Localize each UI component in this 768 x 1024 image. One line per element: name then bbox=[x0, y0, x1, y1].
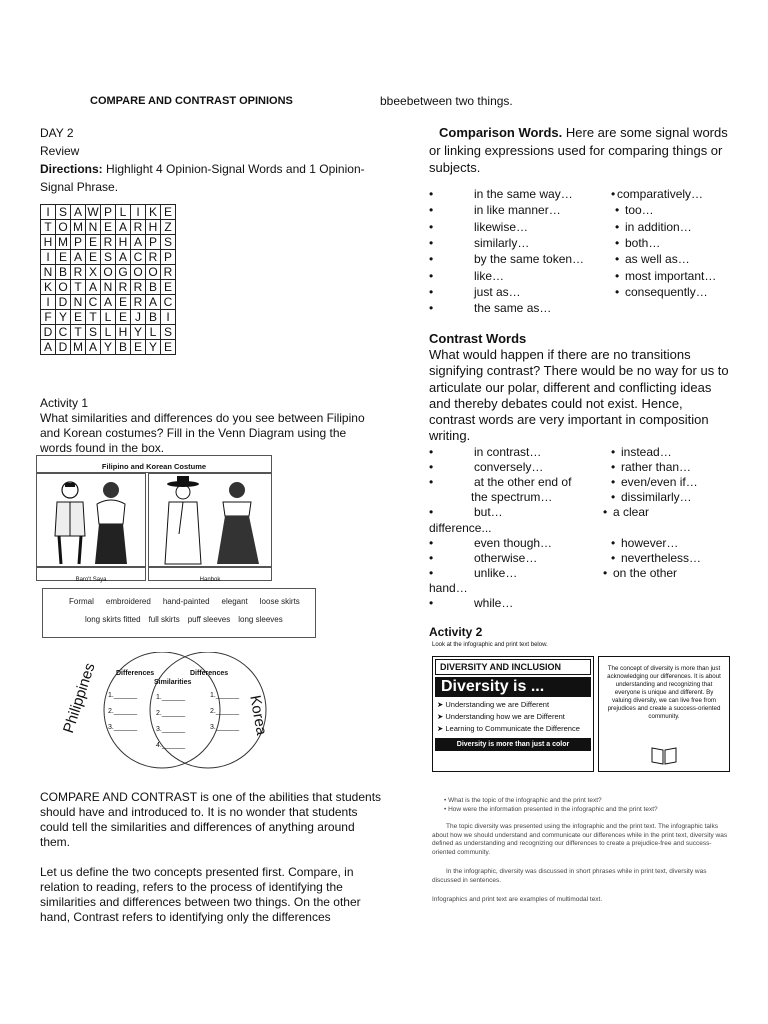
word-bank-word: elegant bbox=[221, 597, 248, 606]
grid-cell: Y bbox=[131, 325, 146, 340]
signal-word bbox=[429, 251, 585, 267]
korean-costume-image bbox=[148, 473, 272, 567]
grid-cell: W bbox=[87, 205, 99, 219]
word-bank-word: hand-painted bbox=[162, 597, 210, 606]
directions-label: Directions: bbox=[40, 162, 103, 176]
bullet-icon: • bbox=[603, 505, 608, 520]
signal-word-text: most important… bbox=[625, 268, 717, 283]
grid-row bbox=[41, 235, 176, 250]
top-line: bbeebetween two things. bbox=[380, 94, 513, 108]
venn-diff-right: Differences bbox=[190, 670, 229, 677]
costume-title: Filipino and Korean Costume bbox=[101, 462, 207, 471]
grid-cell: Y bbox=[56, 310, 71, 325]
bullet-icon: • bbox=[429, 252, 434, 267]
grid-cell: A bbox=[116, 220, 131, 235]
intro-block bbox=[40, 124, 380, 196]
grid-cell: H bbox=[116, 325, 131, 340]
grid-cell: D bbox=[41, 325, 56, 340]
question-item bbox=[444, 805, 658, 814]
grid-row bbox=[41, 295, 176, 310]
grid-row bbox=[41, 310, 176, 325]
signal-word bbox=[611, 489, 692, 505]
directions-text: Highlight 4 Opinion-Signal Words and 1 Opinion-Signal Phrase. bbox=[40, 162, 365, 194]
bullet-icon: • bbox=[615, 219, 620, 234]
signal-word-text: the spectrum… bbox=[471, 490, 553, 505]
grid-cell: O bbox=[131, 265, 146, 280]
bullet-icon: • bbox=[611, 475, 616, 490]
grid-cell: S bbox=[56, 205, 71, 220]
filipino-costume-image bbox=[36, 473, 146, 567]
signal-word-text: consequently… bbox=[625, 284, 708, 299]
signal-word bbox=[429, 580, 468, 596]
infographic-item bbox=[437, 699, 589, 711]
grid-cell: E bbox=[116, 310, 131, 325]
costume-right-caption-box bbox=[148, 567, 272, 581]
word-bank-row2 bbox=[85, 615, 291, 624]
signal-word bbox=[429, 268, 505, 284]
signal-word-text: conversely… bbox=[474, 460, 544, 475]
venn-item: 3.______ bbox=[156, 726, 186, 733]
grid-cell: Y bbox=[146, 340, 161, 355]
signal-word-text: likewise… bbox=[474, 219, 529, 234]
grid-cell: I bbox=[161, 310, 176, 325]
grid-cell: N bbox=[86, 220, 101, 235]
grid-cell: A bbox=[86, 280, 101, 295]
bullet-icon: • bbox=[429, 565, 434, 580]
grid-cell: P bbox=[101, 205, 116, 220]
infographic bbox=[432, 656, 594, 772]
contrast-words-list bbox=[429, 444, 749, 614]
signal-word-text: both… bbox=[625, 235, 661, 250]
activity1-text: What similarities and differences do you see between Filipino and Korean costumes? Fill in the Venn Diagram using the words found in the box. bbox=[40, 411, 365, 455]
grid-cell: D bbox=[56, 295, 71, 310]
signal-word bbox=[429, 474, 572, 490]
signal-word-text: on the other bbox=[613, 565, 678, 580]
signal-word bbox=[429, 520, 491, 536]
bullet-icon: • bbox=[615, 235, 620, 250]
grid-cell: L bbox=[101, 310, 116, 325]
grid-cell: G bbox=[116, 265, 131, 280]
grid-cell: A bbox=[71, 250, 86, 265]
grid-cell: M bbox=[71, 340, 86, 355]
signal-word-text: nevertheless… bbox=[621, 550, 702, 565]
signal-word bbox=[429, 565, 518, 581]
venn-item: 2.______ bbox=[108, 708, 138, 715]
signal-word bbox=[615, 202, 654, 218]
day-label: DAY 2 bbox=[40, 126, 74, 140]
signal-word-text: as well as… bbox=[625, 252, 690, 267]
grid-cell: P bbox=[146, 235, 161, 250]
grid-cell: N bbox=[71, 295, 86, 310]
signal-word-text: like… bbox=[474, 268, 505, 283]
signal-word bbox=[611, 459, 692, 475]
grid-cell: C bbox=[86, 295, 101, 310]
grid-cell: H bbox=[41, 235, 56, 250]
comparison-title: Comparison Words. bbox=[439, 125, 563, 140]
signal-word-text: however… bbox=[621, 535, 679, 550]
grid-cell: S bbox=[161, 325, 176, 340]
signal-word-text: dissimilarly… bbox=[621, 490, 692, 505]
venn-right-items bbox=[210, 688, 239, 736]
grid-cell: E bbox=[101, 220, 116, 235]
bullet-icon: • bbox=[429, 535, 434, 550]
signal-word bbox=[429, 444, 542, 460]
signal-word bbox=[603, 504, 650, 520]
infographic-items bbox=[433, 697, 593, 737]
print-text-box bbox=[598, 656, 730, 772]
word-bank-word: long sleeves bbox=[238, 615, 283, 624]
signal-word bbox=[429, 235, 530, 251]
grid-cell: R bbox=[146, 250, 161, 265]
venn-diff-left: Differences bbox=[116, 670, 155, 677]
question-item bbox=[444, 796, 658, 805]
costume-left-caption-box bbox=[36, 567, 146, 581]
venn-item: 4.______ bbox=[156, 742, 186, 749]
signal-word bbox=[611, 444, 672, 460]
bullet-icon: • bbox=[429, 505, 434, 520]
signal-word bbox=[615, 219, 692, 235]
signal-word bbox=[429, 459, 544, 475]
comparison-words-list bbox=[429, 186, 749, 321]
signal-word-text: even/even if… bbox=[621, 475, 698, 490]
venn-item: 1.______ bbox=[108, 692, 138, 699]
grid-cell: E bbox=[71, 310, 86, 325]
grid-cell: T bbox=[86, 310, 101, 325]
signal-word-text: in addition… bbox=[625, 219, 692, 234]
bullet-icon: • bbox=[429, 187, 434, 201]
grid-cell: M bbox=[56, 235, 71, 250]
venn-mid-items bbox=[156, 690, 185, 754]
signal-word bbox=[429, 300, 552, 316]
grid-cell: I bbox=[41, 250, 56, 265]
signal-word-text: instead… bbox=[621, 445, 672, 459]
korean-costume-drawing bbox=[149, 474, 271, 566]
grid-cell: L bbox=[146, 325, 161, 340]
word-bank-word: long skirts fitted bbox=[85, 615, 141, 624]
activity2-instruction: Look at the infographic and print text below. bbox=[432, 642, 548, 648]
venn-label-korea: Korea bbox=[246, 694, 270, 737]
infographic-title: Diversity is ... bbox=[435, 677, 591, 697]
costume-right-caption: Hanbok bbox=[199, 577, 221, 583]
grid-cell: E bbox=[86, 235, 101, 250]
signal-word bbox=[429, 535, 553, 551]
grid-cell: H bbox=[146, 220, 161, 235]
signal-word-text: rather than… bbox=[621, 460, 692, 475]
signal-word-text: otherwise… bbox=[474, 550, 538, 565]
grid-row bbox=[41, 205, 176, 220]
grid-cell: O bbox=[56, 220, 71, 235]
signal-word bbox=[429, 202, 561, 218]
grid-cell: B bbox=[56, 265, 71, 280]
grid-cell: S bbox=[161, 235, 176, 250]
grid-cell: T bbox=[71, 325, 86, 340]
signal-word bbox=[429, 186, 573, 202]
venn-left-items bbox=[108, 688, 137, 736]
print-text: The concept of diversity is more than just acknowledging our differences. It is about understanding and recognizing that everyone is unique and different. By valuing diversity, we can live free from prejudices and create a success-oriented community. bbox=[607, 665, 721, 720]
grid-cell: L bbox=[101, 325, 116, 340]
grid-cell: S bbox=[86, 325, 101, 340]
grid-cell: F bbox=[41, 310, 56, 325]
signal-word-text: the same as… bbox=[474, 301, 552, 316]
grid-cell: I bbox=[41, 295, 56, 310]
bullet-icon: • bbox=[429, 301, 434, 316]
grid-cell: R bbox=[101, 235, 116, 250]
word-bank-word: embroidered bbox=[105, 597, 151, 606]
signal-word bbox=[429, 219, 529, 235]
costume-title-box bbox=[36, 455, 272, 473]
signal-word-text: in contrast… bbox=[474, 445, 542, 459]
bullet-icon: • bbox=[429, 596, 434, 610]
bullet-icon: • bbox=[603, 565, 608, 580]
infographic-item bbox=[437, 723, 589, 735]
word-search-grid bbox=[40, 204, 176, 355]
infographic-item bbox=[437, 711, 589, 723]
grid-cell: N bbox=[101, 280, 116, 295]
venn-label-philippines: Philippines bbox=[60, 661, 99, 736]
signal-word-text: just as… bbox=[474, 284, 521, 299]
answer-3: Infographics and print text are examples of multimodal text. bbox=[432, 896, 603, 903]
bullet-icon: • bbox=[429, 460, 434, 475]
grid-row bbox=[41, 220, 176, 235]
signal-word bbox=[603, 565, 678, 581]
grid-cell: Y bbox=[101, 340, 116, 355]
grid-cell: K bbox=[146, 205, 161, 220]
bullet-icon: • bbox=[429, 284, 434, 299]
filipino-costume-drawing bbox=[37, 474, 145, 566]
signal-word-text: a clear bbox=[613, 505, 650, 520]
contrast-intro bbox=[429, 331, 729, 444]
comparison-text: Here are some signal words or linking expressions used for comparing things or subjects. bbox=[429, 125, 728, 175]
signal-word bbox=[429, 595, 514, 611]
infographic-header: DIVERSITY AND INCLUSION bbox=[435, 659, 591, 675]
grid-cell: D bbox=[56, 340, 71, 355]
grid-cell: E bbox=[86, 250, 101, 265]
bullet-icon: • bbox=[429, 219, 434, 234]
grid-cell: C bbox=[161, 295, 176, 310]
grid-row bbox=[41, 280, 176, 295]
word-bank-row1 bbox=[69, 597, 312, 606]
grid-cell: B bbox=[146, 310, 161, 325]
signal-word bbox=[611, 550, 702, 566]
comparison-intro bbox=[429, 124, 729, 177]
grid-cell: A bbox=[86, 340, 101, 355]
bullet-icon: • bbox=[611, 550, 616, 565]
arrow-icon: ➤ bbox=[437, 712, 446, 721]
review-label: Review bbox=[40, 144, 80, 158]
grid-cell: E bbox=[56, 250, 71, 265]
signal-word bbox=[615, 251, 690, 267]
grid-cell: B bbox=[146, 280, 161, 295]
bullet-icon: • bbox=[615, 284, 620, 299]
signal-word-text: but… bbox=[474, 505, 503, 520]
grid-cell: E bbox=[131, 340, 146, 355]
signal-word bbox=[429, 550, 538, 566]
answer-1: The topic diversity was presented using the infographic and the print text. The infographic talks about how we should understand and communicate our differences while in the print text, diversity was defined as understanding and recognizing our differences to create a prejudice-free and success-oriented community. bbox=[432, 823, 728, 856]
grid-cell: I bbox=[41, 205, 56, 220]
arrow-icon: ➤ bbox=[437, 700, 446, 709]
infographic-item-text: Learning to Communicate the Difference bbox=[445, 724, 580, 733]
grid-cell: H bbox=[116, 235, 131, 250]
signal-word-text: too… bbox=[625, 203, 654, 218]
signal-word-text: unlike… bbox=[474, 565, 518, 580]
bullet-icon: • bbox=[429, 475, 434, 490]
arrow-icon: ➤ bbox=[437, 724, 446, 733]
grid-cell: R bbox=[71, 265, 86, 280]
grid-cell: A bbox=[116, 250, 131, 265]
grid-cell: P bbox=[71, 235, 86, 250]
grid-cell: C bbox=[56, 325, 71, 340]
grid-row bbox=[41, 250, 176, 265]
signal-word-text: comparatively… bbox=[617, 187, 704, 201]
bullet-icon: • bbox=[611, 187, 616, 201]
grid-cell: M bbox=[71, 220, 86, 235]
signal-word bbox=[611, 474, 698, 490]
signal-word-text: similarly… bbox=[474, 235, 530, 250]
grid-cell: B bbox=[116, 340, 131, 355]
signal-word bbox=[615, 284, 708, 300]
grid-cell: N bbox=[41, 265, 56, 280]
signal-word bbox=[615, 268, 717, 284]
grid-cell: S bbox=[101, 250, 116, 265]
grid-cell: R bbox=[116, 280, 131, 295]
grid-cell: E bbox=[161, 340, 176, 355]
venn-item: 2.______ bbox=[156, 710, 186, 717]
grid-cell: A bbox=[41, 340, 56, 355]
grid-cell: T bbox=[71, 280, 86, 295]
page-title: COMPARE AND CONTRAST OPINIONS bbox=[90, 95, 293, 107]
signal-word-text: at the other end of bbox=[474, 475, 572, 490]
activity1-title: Activity 1 bbox=[40, 396, 89, 410]
question-text: What is the topic of the infographic and the print text? bbox=[448, 797, 602, 804]
bullet-icon: • bbox=[615, 252, 620, 267]
word-bank-word: puff sleeves bbox=[187, 615, 231, 624]
questions-list bbox=[444, 796, 658, 814]
grid-cell: E bbox=[116, 295, 131, 310]
signal-word-text: by the same token… bbox=[474, 252, 585, 267]
bullet-icon: • bbox=[429, 235, 434, 250]
contrast-text: What would happen if there are no transitions signifying contrast? There would be no way for us to articulate our polar, different and conflicting ideas and thereby debates could not exist. Hence, contrast words are very important in composition writing. bbox=[429, 347, 729, 444]
infographic-item-text: Understanding how we are Different bbox=[445, 712, 565, 721]
grid-row bbox=[41, 265, 176, 280]
signal-word bbox=[471, 489, 552, 505]
grid-cell: E bbox=[161, 205, 176, 220]
grid-cell: A bbox=[131, 235, 146, 250]
signal-word-text: difference... bbox=[429, 520, 492, 535]
venn-similarities: Similarities bbox=[154, 679, 192, 686]
grid-cell: T bbox=[41, 220, 56, 235]
signal-word-text: while… bbox=[474, 596, 514, 610]
venn-item: 3.______ bbox=[210, 724, 240, 731]
bullet-icon: • bbox=[429, 550, 434, 565]
grid-cell: I bbox=[131, 205, 146, 220]
grid-cell: A bbox=[101, 295, 116, 310]
bullet-icon: • bbox=[429, 203, 434, 218]
signal-word bbox=[611, 535, 679, 551]
bullet-icon: • bbox=[611, 490, 616, 505]
grid-cell: R bbox=[161, 265, 176, 280]
directions bbox=[40, 160, 380, 196]
grid-cell: O bbox=[146, 265, 161, 280]
word-bank-box bbox=[42, 588, 316, 638]
bullet-icon: • bbox=[429, 268, 434, 283]
venn-item: 2.______ bbox=[210, 708, 240, 715]
bullet-icon: • bbox=[444, 797, 449, 804]
grid-row bbox=[41, 325, 176, 340]
grid-cell: A bbox=[146, 295, 161, 310]
venn-item: 1.______ bbox=[210, 692, 240, 699]
grid-cell: O bbox=[101, 265, 116, 280]
signal-word-text: hand… bbox=[429, 580, 468, 595]
grid-cell: Z bbox=[161, 220, 176, 235]
bullet-icon: • bbox=[429, 445, 434, 459]
grid-cell: R bbox=[131, 280, 146, 295]
signal-word-text: in like manner… bbox=[474, 203, 561, 218]
grid-cell: R bbox=[131, 295, 146, 310]
bullet-icon: • bbox=[615, 268, 620, 283]
word-bank-word: full skirts bbox=[148, 615, 180, 624]
bullet-icon: • bbox=[611, 445, 616, 459]
infographic-item-text: Understanding we are Different bbox=[445, 700, 550, 709]
grid-cell: P bbox=[161, 250, 176, 265]
grid-cell: R bbox=[131, 220, 146, 235]
signal-word-text: even though… bbox=[474, 535, 553, 550]
venn-item: 1.______ bbox=[156, 694, 186, 701]
signal-word bbox=[429, 504, 503, 520]
bullet-icon: • bbox=[611, 460, 616, 475]
bullet-icon: • bbox=[611, 535, 616, 550]
question-text: How were the information presented in the infographic and the print text? bbox=[448, 806, 658, 813]
word-bank-word: Formal bbox=[69, 597, 94, 606]
grid-cell: A bbox=[71, 205, 86, 220]
grid-cell: E bbox=[161, 280, 176, 295]
grid-cell: X bbox=[86, 265, 101, 280]
book-icon bbox=[651, 745, 677, 765]
grid-cell: K bbox=[41, 280, 56, 295]
activity1 bbox=[40, 396, 370, 456]
signal-word-text: in the same way… bbox=[474, 187, 573, 201]
grid-cell: C bbox=[131, 250, 146, 265]
grid-cell: L bbox=[116, 205, 131, 220]
paragraph-2: Let us define the two concepts presented first. Compare, in relation to reading, refers to the process of identifying the similarities and differences between two things. On the other hand, Contrast refers to identifying only the differences bbox=[40, 865, 361, 924]
activity2-title: Activity 2 bbox=[429, 625, 483, 639]
word-bank-word: loose skirts bbox=[259, 597, 300, 606]
signal-word bbox=[611, 186, 704, 202]
contrast-title: Contrast Words bbox=[429, 331, 527, 346]
venn-item: 3.______ bbox=[108, 724, 138, 731]
bullet-icon: • bbox=[444, 806, 449, 813]
paragraph-1: COMPARE AND CONTRAST is one of the abilities that students should have and introduced to. It is no wonder that students could tell the similarities and differences of anything around them. bbox=[40, 790, 382, 849]
signal-word bbox=[429, 284, 521, 300]
bullet-icon: • bbox=[615, 203, 620, 218]
infographic-footer: Diversity is more than just a color bbox=[435, 738, 591, 751]
answer-2: In the infographic, diversity was discussed in short phrases while in print text, diversity was discussed in sentences. bbox=[432, 868, 707, 884]
grid-cell: O bbox=[56, 280, 71, 295]
costume-left-caption: Baro't Saya bbox=[75, 577, 107, 583]
grid-row bbox=[41, 340, 176, 355]
grid-cell: J bbox=[131, 310, 146, 325]
signal-word bbox=[615, 235, 661, 251]
